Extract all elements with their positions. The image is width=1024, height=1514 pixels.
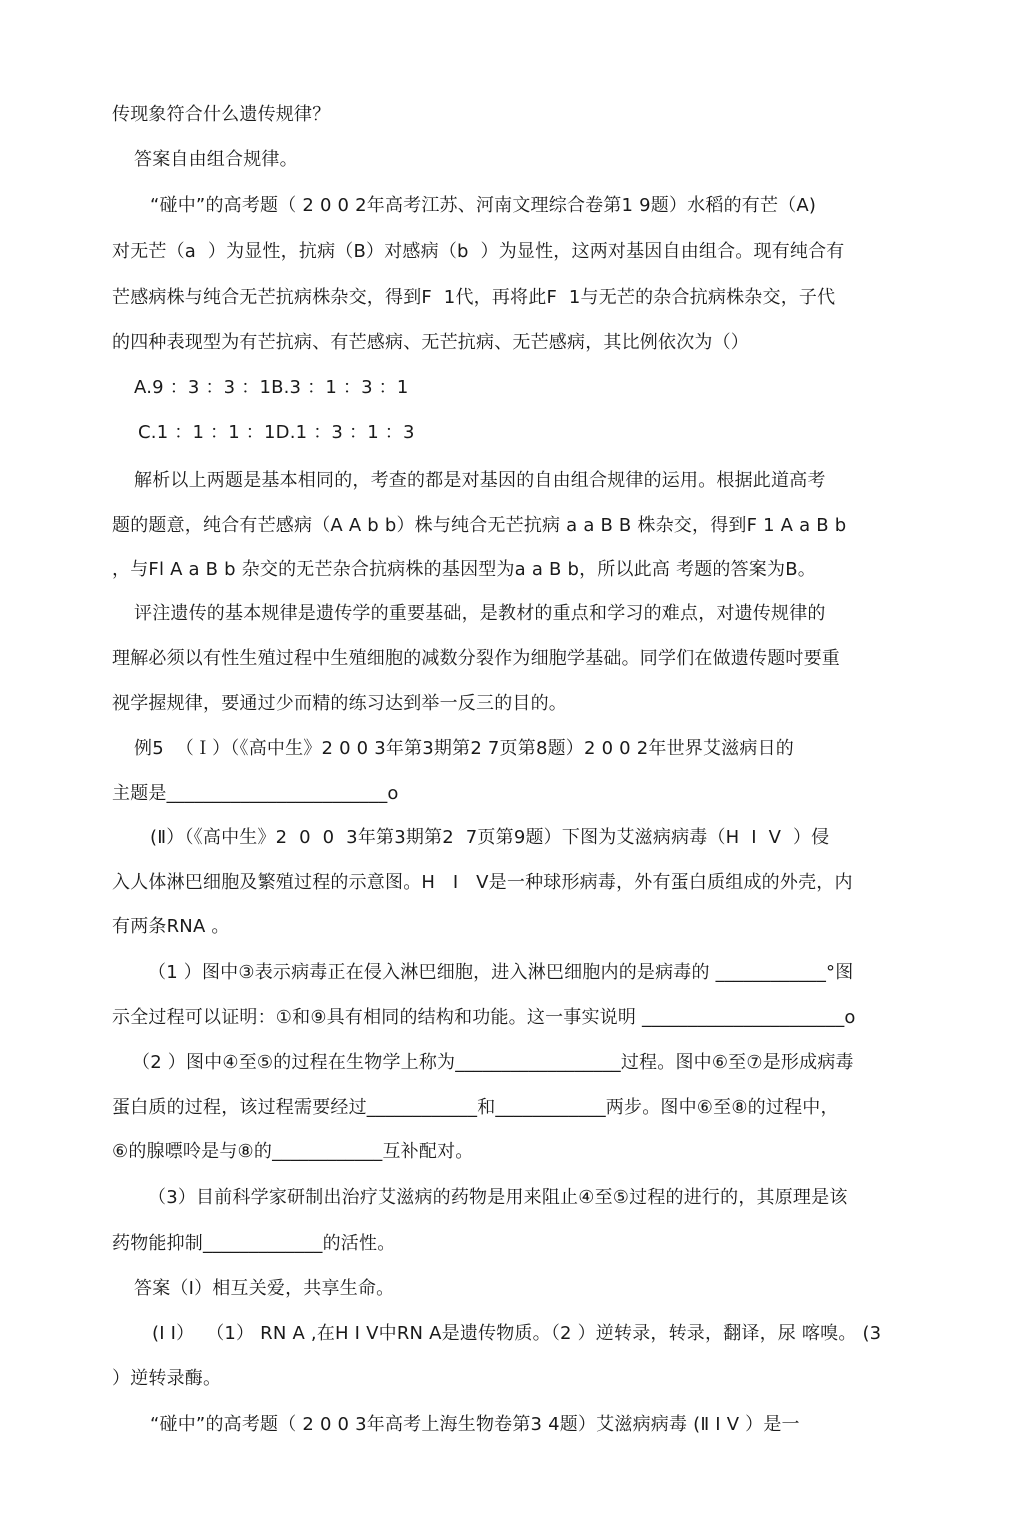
text-line: 答案（I）相互关爱，共享生命。	[134, 1278, 395, 1299]
text-line: (Ⅱ）（《高中生》2 0 0 3年第3期第2 7页第9题）下图为艾滋病病毒（H I V ）侵	[150, 827, 830, 848]
text-line: 评注遗传的基本规律是遗传学的重要基础，是教材的重点和学习的难点，对遗传规律的	[134, 603, 826, 624]
text-line: C.1 ：1 ：1 ：1D.1 ：3 ：1 ：3	[138, 422, 415, 443]
text-line: “碰中”的高考题（ 2 0 0 3年高考上海生物卷第3 4题）艾滋病病毒 (Ⅱ I V ）是一	[150, 1414, 800, 1435]
text-line: 传现象符合什么遗传规律？	[112, 104, 331, 125]
text-line: 蛋白质的过程，该过程需要经过____________和____________两步。图中⑥至⑧的过程中，	[112, 1097, 839, 1118]
text-line: 解析以上两题是基本相同的，考查的都是对基因的自由组合规律的运用。根据此道高考	[134, 470, 826, 491]
text-line: 入人体淋巴细胞及繁殖过程的示意图。H I V是一种球形病毒，外有蛋白质组成的外壳，内	[112, 872, 853, 893]
text-line: 理解必须以有性生殖过程中生殖细胞的减数分裂作为细胞学基础。同学们在做遗传题吋要重	[112, 648, 840, 669]
text-line: （3）目前科学家研制出治疗艾滋病的药物是用来阻止④至⑤过程的进行的，其原理是该	[148, 1187, 848, 1208]
text-line: （2 ）图中④至⑤的过程在生物学上称为__________________过程。图中⑥至⑦是形成病毒	[132, 1052, 854, 1073]
text-line: 答案自由组合规律。	[134, 149, 298, 170]
text-line: ，与Fl A a B b 杂交的无芒杂合抗病株的基因型为a a B b，所以此高 考题的答案为B。	[112, 559, 816, 580]
text-line: (I I） （1） RN A ,在H I V中RN A是遗传物质。（2 ）逆转录，转录，翻译，尿 喀嗅。 (3	[152, 1323, 882, 1344]
text-line: 例5 （Ｉ）（《高中生》2 0 0 3年第3期第2 7页第8题）2 0 0 2年世界艾滋病日的	[134, 738, 794, 759]
text-line: ）逆转录酶。	[112, 1368, 222, 1389]
text-line: 药物能抑制_____________的活性。	[112, 1233, 396, 1254]
text-line: 的四种表现型为有芒抗病、有芒感病、无芒抗病、无芒感病，其比例依次为（）	[112, 332, 749, 353]
text-line: “碰中”的高考题（ 2 0 0 2年高考江苏、河南文理综合卷第1 9题）水稻的有芒（A)	[150, 195, 817, 216]
text-line: （1 ）图中③表示病毒正在侵入淋巴细胞，进入淋巴细胞内的是病毒的 ____________°图	[148, 962, 854, 983]
text-line: ⑥的腺嘌呤是与⑧的____________互补配对。	[112, 1141, 474, 1162]
text-line: 芒感病株与纯合无芒抗病株杂交，得到F 1代，再将此F 1与无芒的杂合抗病株杂交，子代	[112, 287, 836, 308]
text-line: A.9 ：3 ：3 ：1B.3 ：1 ：3 ：1	[134, 377, 409, 398]
text-line: 题的题意，纯合有芒感病（A A b b）株与纯合无芒抗病 a a B B 株杂交，得到F 1 A a B b	[112, 515, 847, 536]
text-line: 示全过程可以证明：①和⑨具有相同的结构和功能。这一事实说明 ______________________o	[112, 1007, 856, 1028]
text-line: 视学握规律，要通过少而精的练习达到举一反三的目的。	[112, 693, 567, 714]
text-line: 主题是________________________o	[112, 783, 399, 804]
text-line: 有两条RNA 。	[112, 916, 230, 937]
text-line: 对无芒（a ）为显性，抗病（B）对感病（b ）为显性，这两对基因自由组合。现有纯合有	[112, 241, 845, 262]
